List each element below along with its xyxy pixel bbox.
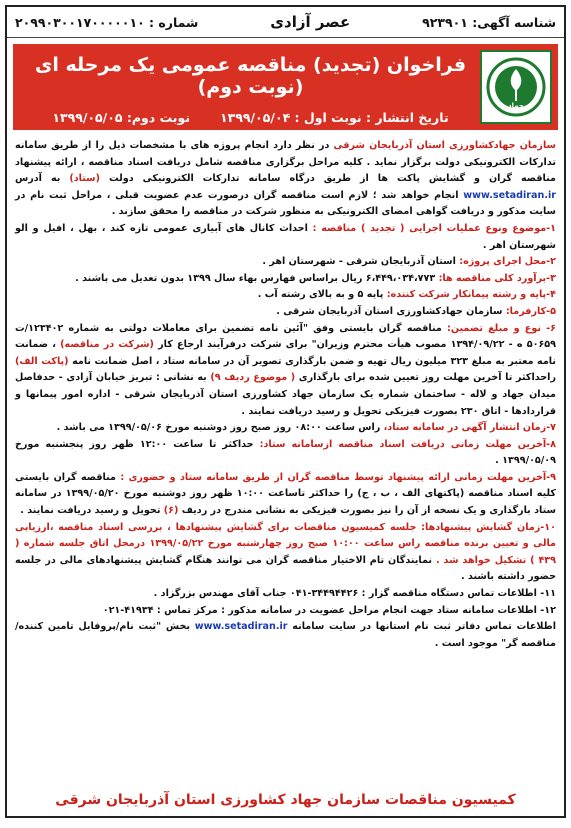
- item-3: ۳-برآورد کلی مناقصه ها: ۶،۴۴۹،۰۳۴،۷۷۳ ریال براساس فهارس بهاء سال ۱۳۹۹ بدون تعدیل می باشند .: [75, 272, 556, 284]
- intro-paragraph: [15, 138, 556, 221]
- notice-title: فراخوان (تجدید) مناقصه عمومی یک مرحله ای (نوبت دوم): [34, 54, 467, 98]
- address-prefix: به آدرس: [15, 173, 70, 185]
- item-8: ۸-آخرین مهلت زمانی دریافت اسناد مناقصه ازسامانه ستاد: حداکثر تا ساعت ۱۲:۰۰ ظهر روز پنجشنبه مورخ ۱۳۹۹/۰۵/۰۹ .: [15, 438, 556, 467]
- commission-signature: کمیسیون مناقصات سازمان جهاد کشاورزی استان آذربایجان شرقی: [55, 792, 516, 808]
- organization-name: سازمان جهادکشاورزی استان آذربایجان شرقی: [333, 140, 556, 151]
- item-11: ۱۱- اطلاعات تماس دستگاه مناقصه گزار : ۳۴۴۹۴۴۲۶-۰۴۱ جناب آقای مهندس بزرگزاد .: [153, 588, 556, 600]
- intro-text-end: انجام خواهد شد ؛ لازم است مناقصه گران درصورت عدم عضویت قبلی ، مراحل ثبت نام در سایت مذکور و دریافت گواهی امضای الکترونیکی به منظور شرکت در مناقصه را محقق سازند .: [15, 189, 556, 218]
- title-banner: [13, 44, 558, 130]
- item-2: ۲-محل اجرای پروژه: استان آذربایجان شرقی - شهرستان اهر .: [262, 256, 556, 268]
- item-12: ۱۲- اطلاعات سامانه ستاد جهت انجام مراحل عضویت در سامانه مذکور : مرکز تماس : ۴۱۹۳۴-۰۲۱: [102, 604, 556, 616]
- issue-number: شماره : ۲۰۹۹۰۳۰۰۱۷۰۰۰۰۰۱۰: [15, 14, 199, 30]
- intro-text: در نظر دارد انجام پروژه های با مشخصات ذیل را از طریق سامانه تدارکات الکترونیکی دولت برگزار نماید . کلیه مراحل برگزاری مناقصه شامل دریافت اسناد مناقصه ، ارائه پیشنهاد مناقصه گران و گشایش پاکت ها از طریق درگاه سامانه تدارکات الکترونیکی دولت: [15, 140, 556, 185]
- item-4: ۴-پایه و رشته پیمانکار شرکت کننده: پایه ۵ و به بالای رشته آب .: [257, 289, 556, 301]
- item-10: ۱۰-زمان گشایش پیشنهادها: جلسه کمیسیون مناقصات برای گشایش پیشنهادها ، بررسی اسناد مناقصه ،ارزیابی مالی و تعیین برنده مناقصه راس ساعت ۱۰:۰۰ صبح روز چهارشنبه مورخ ۱۳۹۹/۰۵/۲۲ درمحل اتاق جلسه شماره ( ۴۳۹ ) تشکیل خواهد شد . نمایندگان تام الاختیار مناقصه گران می توانند هنگام گشایش پیشنهادهای مالی در جلسه حضور داشته باشند .: [15, 521, 557, 583]
- first-round-date: تاریخ انتشار : نوبت اول : ۱۳۹۹/۰۵/۰۴: [220, 110, 449, 125]
- jahad-logo-emblem: [485, 55, 547, 119]
- notice-body: [7, 130, 564, 652]
- item-13: اطلاعات تماس دفاتر ثبت نام استانها در سایت سامانه www.setadiran.ir بخش "ثبت نام/پروفایل تامین کننده/ مناقصه گر" موجود است .: [15, 621, 556, 649]
- item-9: ۹-آخرین مهلت زمانی ارائه پیشنهاد توسط مناقصه گران از طریق سامانه ستاد و حضوری : مناقصه گران بایستی کلیه اسناد مناقصه (پاکتهای الف ، ب ، ج) را حداکثر تاساعت ۱۰:۰۰ ظهر روز دوشنبه مورخ ۱۳۹۹/۰۵/۲۰ در سامانه ستاد بارگذاری و یک نسخه از آن را نیز بصورت فیزیکی به نشانی مندرج در ردیف (۶) تحویل و رسید دریافت نمایند .: [15, 471, 557, 517]
- item-5: ۵-کارفرما: سازمان جهادکشاورزی استان آذربایجان شرقی .: [276, 305, 556, 317]
- notice-page: [5, 5, 566, 818]
- item-6: ۶- نوع و مبلغ تضمین: مناقصه گران بایستی وفق "آئین نامه تضمین برای معاملات دولتی به شماره ۱۲۳۴۰۲/ت ۵۰۶۵۹ ه - ۱۳۹۴/۰۹/۲۲ مصوب هیأت محترم وزیران" برای شرکت درفرآیند ارجاع کار (شرکت در مناقصه) ، ضمانت نامه معتبر به مبلغ ۳۲۳ میلیون ریال تهیه و ضمن بارگذاری تصویر آن در سامانه ستاد ، اصل ضمانت نامه (پاکت الف) راحداکثر تا آخرین مهلت روز تعیین شده برای بارگذاری ( موضوع ردیف ۹) به نشانی : تبریز خیابان آزادی - حدفاصل میدان جهاد و لاله - ساختمان شماره یک سازمان جهاد کشاورزی استان آذربایجان شرقی - اداره امور پیمانها و قراردادها - اتاق ۲۳۰ بصورت فیزیکی تحویل و رسید دریافت نمایند .: [15, 322, 557, 417]
- item-7: ۷-زمان انتشار آگهی در سامانه ستاد، راس ساعت ۰۸:۰۰ روز صبح روز دوشنبه مورخ ۱۳۹۹/۰۵/۰۶ می باشد .: [56, 422, 556, 434]
- svg-text:جهاد: جهاد: [508, 102, 524, 110]
- item-1: ۱-موضوع ونوع عملیات اجرایی ( تجدید ) مناقصه : احداث کانال های آبیاری عمومی تازه کند ، بهل ، افیل و الو شهرستان اهر .: [15, 222, 556, 251]
- header-bar: [7, 7, 564, 38]
- newspaper-name: عصر آزادی: [270, 13, 351, 31]
- publish-dates: [13, 110, 488, 125]
- jahad-logo: [480, 50, 552, 124]
- notice-number: شناسه آگهی: ۹۲۳۹۰۱: [422, 14, 556, 30]
- setad-url-link[interactable]: www.setadiran.ir: [463, 189, 556, 201]
- setad-url-link-2[interactable]: www.setadiran.ir: [194, 621, 288, 633]
- setad-label: (ستاد): [69, 173, 101, 185]
- second-round-date: نوبت دوم: ۱۳۹۹/۰۵/۰۵: [52, 110, 191, 125]
